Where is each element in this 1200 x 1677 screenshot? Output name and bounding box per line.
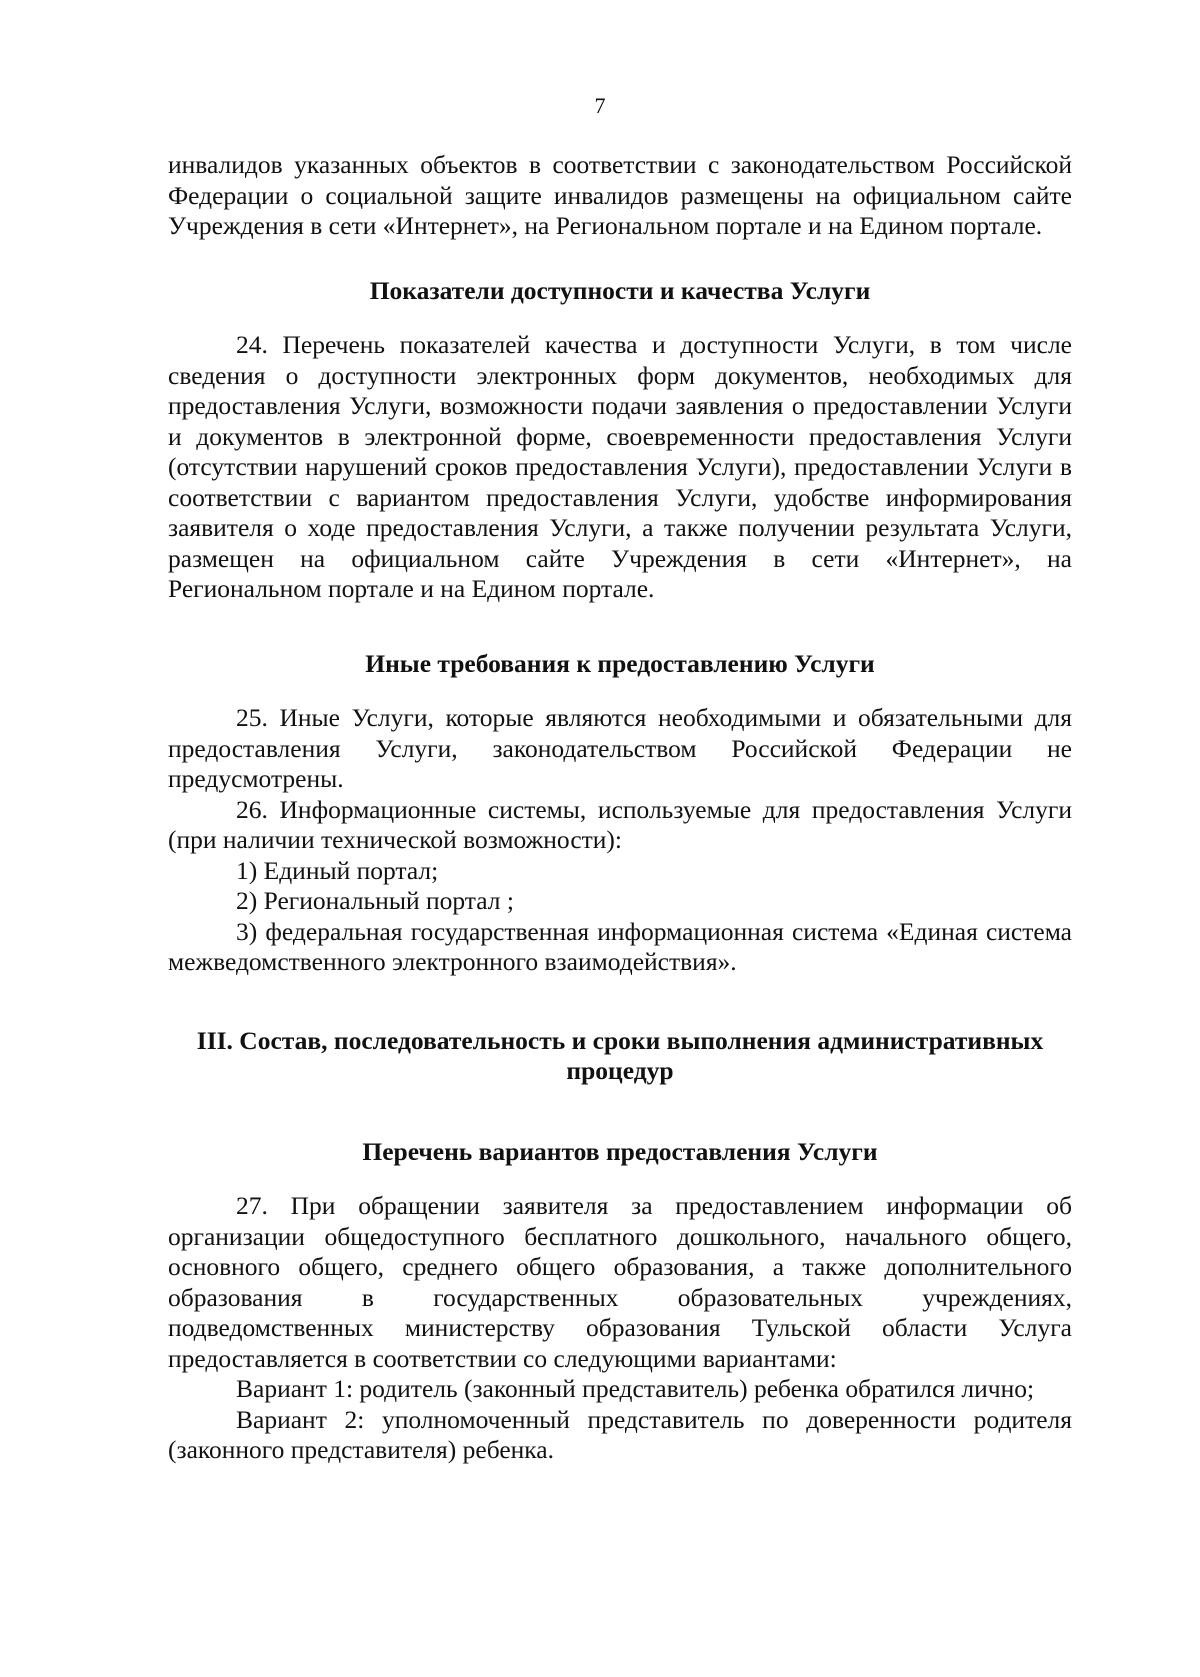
heading-variants-list: Перечень вариантов предоставления Услуги	[362, 1136, 878, 1166]
list-item-26-3: 3) федеральная государственная информационная система «Единая система межведомственного электронного взаимодействия».	[168, 916, 1072, 976]
heading-quality-indicators: Показатели доступности и качества Услуги	[369, 275, 871, 305]
spacer	[168, 1087, 1072, 1137]
variant-1: Вариант 1: родитель (законный представитель) ребенка обратился лично;	[236, 1374, 1035, 1403]
spacer	[168, 978, 1072, 1026]
spacer	[168, 306, 1072, 330]
list-item-26-1: 1) Единый портал;	[236, 855, 439, 885]
paragraph-27: 27. При обращении заявителя за предоставлением информации об организации общедоступного бесплатного дошкольного, начального общего, основного общего, среднего общего образования, а также дополнительного образования в государственных образовательных учреждениях, подведомственных министерству образования Тульской области Услуга предоставляется в соответствии со следующими вариантами:	[168, 1191, 1072, 1373]
paragraph-26: 26. Информационные системы, используемые для предоставления Услуги (при наличии технической возможности):	[168, 794, 1072, 854]
spacer	[168, 242, 1072, 276]
document-body	[168, 150, 1072, 1466]
list-item-26-2: 2) Региональный портал ;	[236, 886, 514, 915]
page-number: 7	[594, 93, 606, 118]
heading-section-3: III. Состав, последовательность и сроки выполнения административных процедур	[196, 1025, 1044, 1085]
spacer	[168, 605, 1072, 649]
spacer	[168, 679, 1072, 703]
heading-other-requirements: Иные требования к предоставлению Услуги	[365, 648, 875, 678]
paragraph-25: 25. Иные Услуги, которые являются необходимыми и обязательными для предоставления Услуги, законодательством Российской Федерации не предусмотрены.	[168, 703, 1072, 793]
variant-2: Вариант 2: уполномоченный представитель по доверенности родителя (законного представителя) ребенка.	[168, 1404, 1072, 1464]
spacer	[168, 1167, 1072, 1191]
paragraph-24: 24. Перечень показателей качества и доступности Услуги, в том числе сведения о доступности электронных форм документов, необходимых для предоставления Услуги, возможности подачи заявления о предоставлении Услуги и документов в электронной форме, своевременности предоставления Услуги (отсутствии нарушений сроков предоставления Услуги), предоставлении Услуги в соответствии с вариантом предоставления Услуги, удобстве информирования заявителя о ходе предоставления Услуги, а также получении результата Услуги, размещен на официальном сайте Учреждения в сети «Интернет», на Региональном портале и на Едином портале.	[168, 330, 1072, 603]
paragraph-intro: инвалидов указанных объектов в соответствии с законодательством Российской Федерации о социальной защите инвалидов размещены на официальном сайте Учреждения в сети «Интернет», на Региональном портале и на Едином портале.	[168, 150, 1072, 240]
